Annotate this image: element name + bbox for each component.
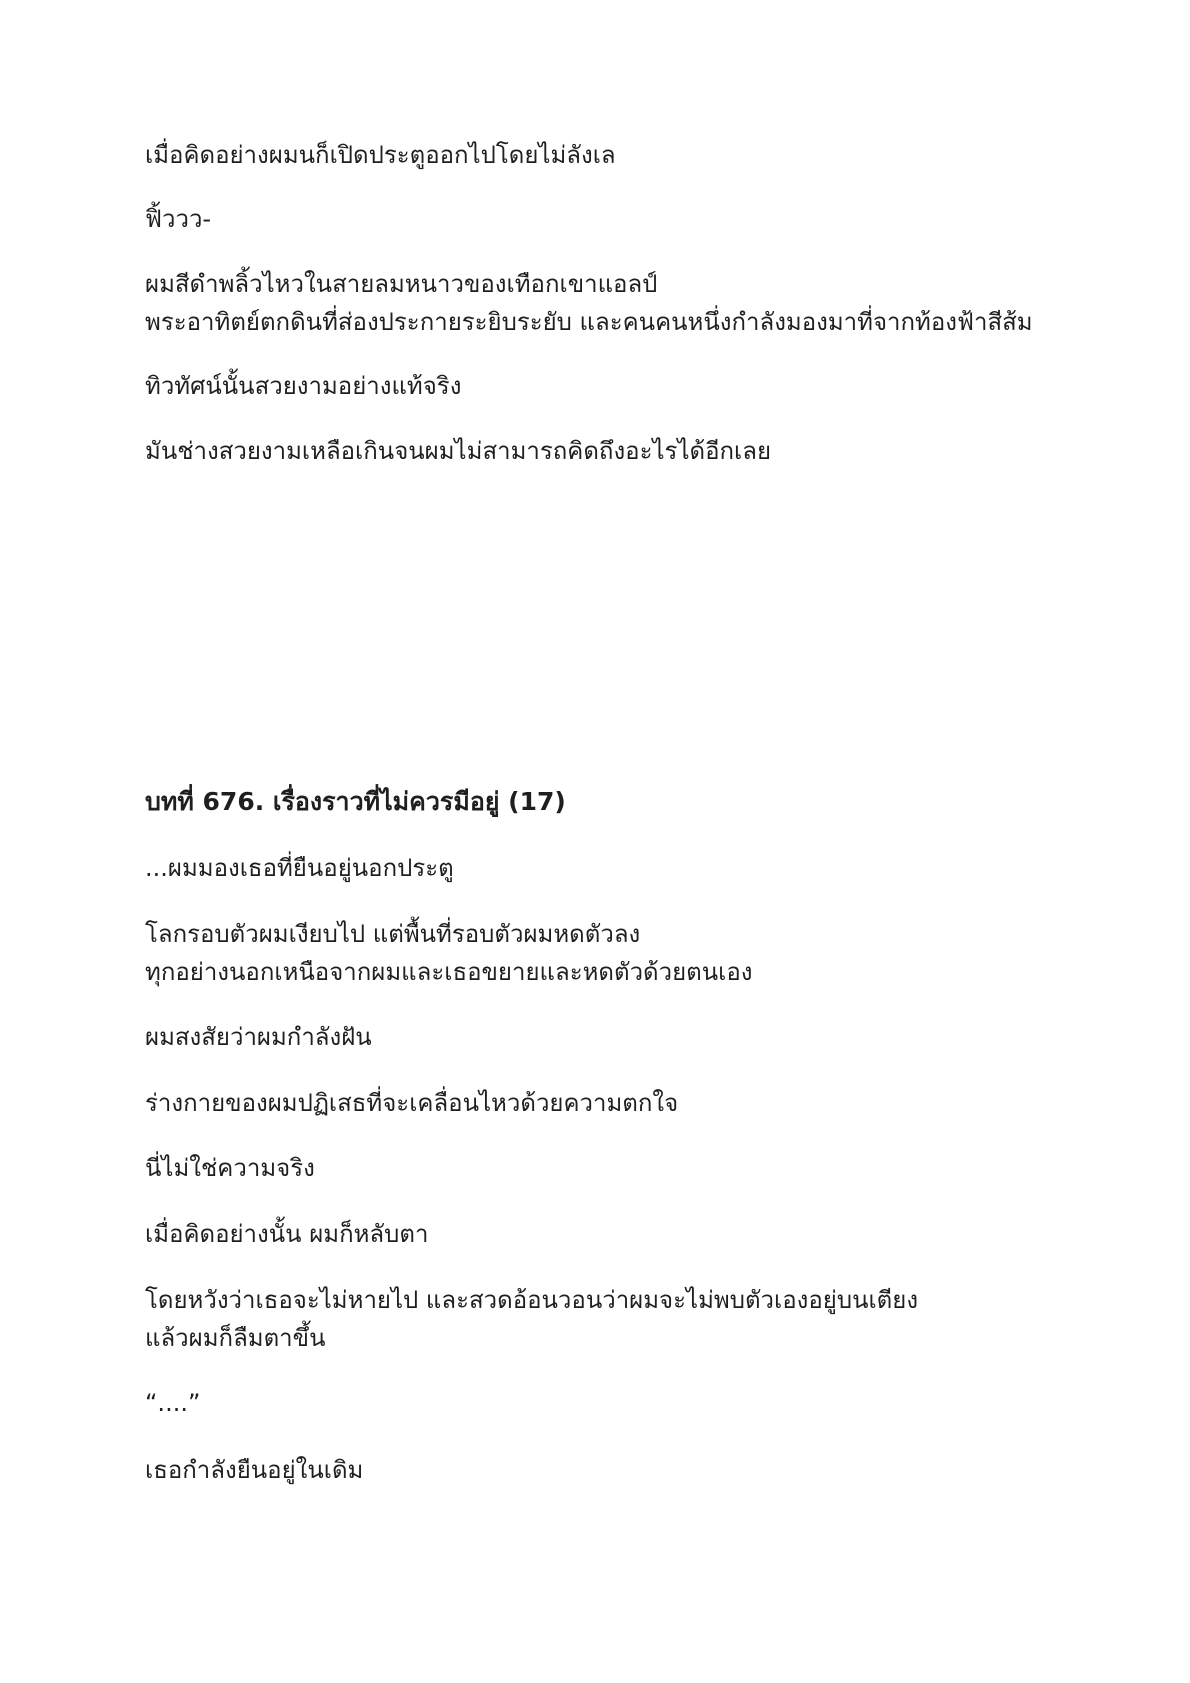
paragraph-quote: “....” xyxy=(145,1389,201,1417)
paragraph-open-door: เมื่อคิดอย่างผมนก็เปิดประตูออกไปโดยไม่ลังเล xyxy=(145,141,616,169)
paragraph-close-eyes: เมื่อคิดอย่างนั้น ผมก็หลับตา xyxy=(145,1220,429,1248)
paragraph-hoping-line2: แล้วผมก็ลืมตาขึ้น xyxy=(145,1324,326,1352)
paragraph-hair-line2: พระอาทิตย์ตกดินที่ส่องประกายระยิบระยับ และคนคนหนึ่งกำลังมองมาที่จากท้องฟ้าสีส้ม xyxy=(145,308,1033,336)
chapter-title: บทที่ 676. เรื่องราวที่ไม่ควรมีอยู่ (17) xyxy=(145,787,566,816)
paragraph-scenery: ทิวทัศน์นั้นสวยงามอย่างแท้จริง xyxy=(145,372,462,400)
paragraph-hoping-line1: โดยหวังว่าเธอจะไม่หายไป และสวดอ้อนวอนว่าผมจะไม่พบตัวเองอยู่บนเตียง xyxy=(145,1286,919,1314)
paragraph-hair-line1: ผมสีดำพลิ้วไหวในสายลมหนาวของเทือกเขาแอลป์ xyxy=(145,270,658,298)
paragraph-beautiful: มันช่างสวยงามเหลือเกินจนผมไม่สามารถคิดถึงอะไรได้อีกเลย xyxy=(145,437,772,465)
paragraph-looking: ...ผมมองเธอที่ยืนอยู่นอกประตู xyxy=(145,854,454,882)
paragraph-not-real: นี่ไม่ใช่ความจริง xyxy=(145,1154,315,1182)
paragraph-body-refuses: ร่างกายของผมปฏิเสธที่จะเคลื่อนไหวด้วยความตกใจ xyxy=(145,1089,679,1117)
paragraph-still-standing: เธอกำลังยืนอยู่ในเดิม xyxy=(145,1456,364,1484)
paragraph-world-line2: ทุกอย่างนอกเหนือจากผมและเธอขยายและหดตัวด้วยตนเอง xyxy=(145,958,753,986)
document-page xyxy=(145,0,1145,1683)
paragraph-world-line1: โลกรอบตัวผมเงียบไป แต่พื้นที่รอบตัวผมหดตัวลง xyxy=(145,920,641,948)
paragraph-wind-sound: ฟิ้ววว- xyxy=(145,205,212,233)
paragraph-dreaming: ผมสงสัยว่าผมกำลังฝัน xyxy=(145,1023,372,1051)
